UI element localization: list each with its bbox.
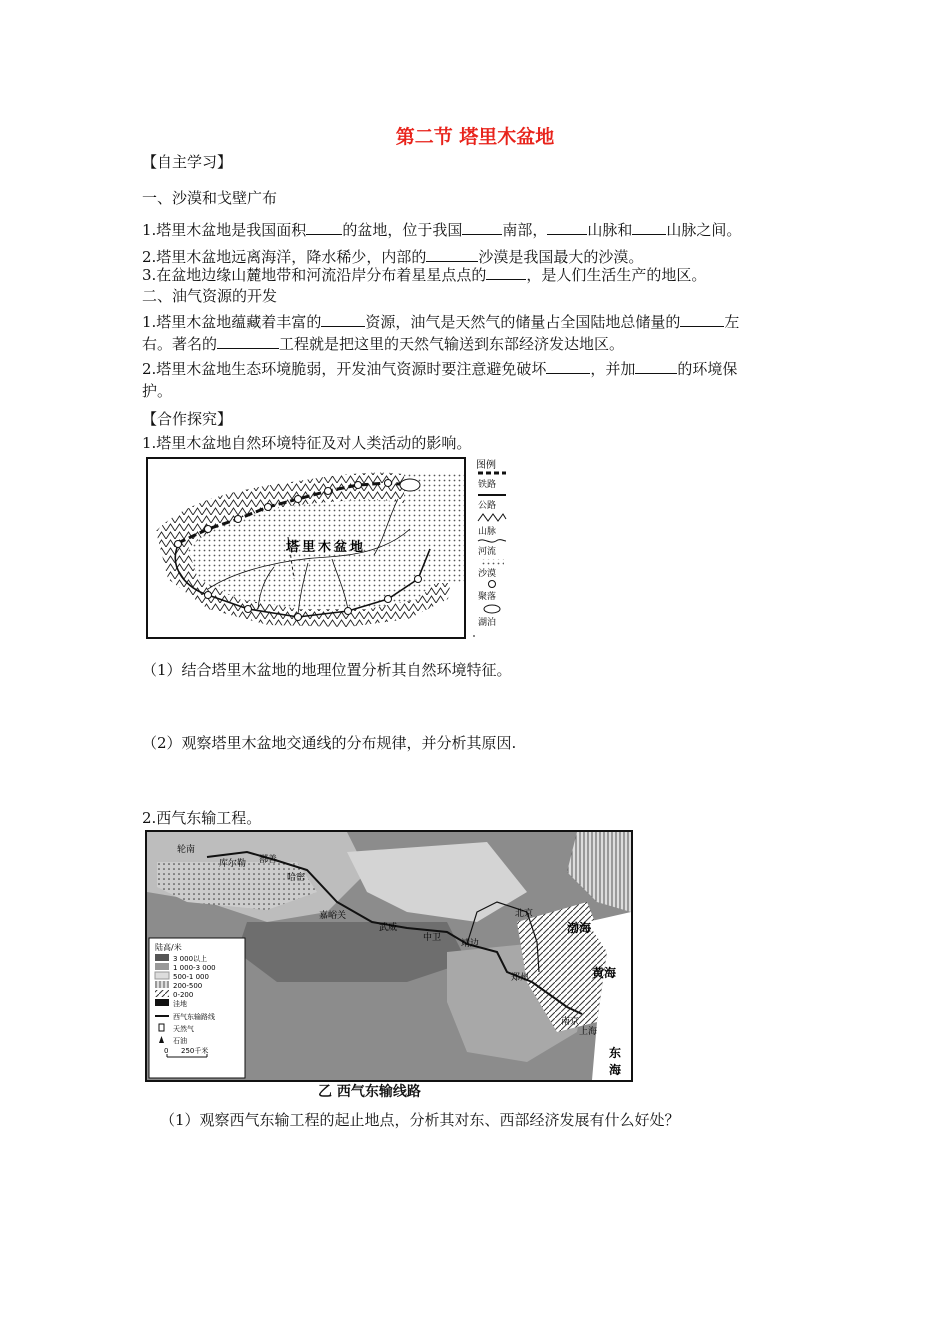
answer-blank[interactable] xyxy=(486,265,526,280)
place-wuwei: 武威 xyxy=(379,923,398,933)
answer-blank[interactable] xyxy=(462,220,502,235)
section-heading-self-study: 【自主学习】 xyxy=(142,153,233,171)
legend-lake: 湖泊 xyxy=(478,618,497,628)
legend-elev-2: 500-1 000 xyxy=(173,973,209,981)
place-kuerle: 库尔勒 xyxy=(219,859,247,869)
text: 2.塔里木盆地生态环境脆弱，开发油气资源时要注意避免破坏 xyxy=(142,360,547,378)
sea-donghai-2: 海 xyxy=(609,1063,622,1077)
legend-oil: 石油 xyxy=(173,1037,187,1045)
section-heading-cooperative: 【合作探究】 xyxy=(142,410,233,428)
legend-elev-1: 1 000-3 000 xyxy=(173,964,216,972)
text: 右。著名的 xyxy=(142,335,218,353)
question-1-1 xyxy=(142,220,741,240)
answer-blank[interactable] xyxy=(426,247,478,262)
lake xyxy=(400,479,420,491)
scale-distance: 250千米 xyxy=(181,1047,209,1055)
heading-desert: 一、沙漠和戈壁广布 xyxy=(142,189,278,207)
legend-pipeline: 西气东输路线 xyxy=(173,1013,215,1021)
scale-zero: 0 xyxy=(164,1047,169,1055)
lake-icon xyxy=(484,605,500,613)
legend-elev-0: 3 000以上 xyxy=(173,955,208,963)
answer-blank[interactable] xyxy=(632,220,666,235)
heading-oil-gas: 二、油气资源的开发 xyxy=(142,287,278,305)
map2-caption: 乙 西气东输线路 xyxy=(318,1084,421,1100)
page-title: 第二节 塔里木盆地 xyxy=(395,126,555,148)
text: 左 xyxy=(724,313,740,331)
legend-title: 图例 xyxy=(476,460,496,471)
west-east-gas-map xyxy=(145,830,633,1082)
question-2-2-line2: 护。 xyxy=(142,382,173,400)
place-shanghai: 上海 xyxy=(579,1027,598,1037)
text: ，并加 xyxy=(590,360,636,378)
text: 2.塔里木盆地远离海洋，降水稀少，内部的 xyxy=(142,248,427,266)
tarim-basin-map xyxy=(146,457,466,639)
river-icon xyxy=(478,540,506,542)
legend-railway: 铁路 xyxy=(478,480,497,490)
question-2-1-line1 xyxy=(142,312,739,332)
answer-blank[interactable] xyxy=(546,359,590,374)
cooperative-question-1-1: （1）结合塔里木盆地的地理位置分析其自然环境特征。 xyxy=(142,661,512,679)
sea-huanghai: 黄海 xyxy=(592,966,617,980)
legend-elevation-title: 陆高/米 xyxy=(155,943,182,952)
basin-label: 塔里木盆地 xyxy=(286,540,367,555)
answer-blank[interactable] xyxy=(217,334,279,349)
place-beijing: 北京 xyxy=(515,909,534,919)
legend-road: 公路 xyxy=(478,501,497,511)
legend-elev-5: 洼地 xyxy=(173,1000,187,1008)
text: 山脉之间。 xyxy=(666,221,742,239)
legend-elev-3: 200-500 xyxy=(173,982,203,990)
text: 沙漠是我国最大的沙漠。 xyxy=(478,248,644,266)
cooperative-question-1: 1.塔里木盆地自然环境特征及对人类活动的影响。 xyxy=(142,434,472,452)
text: 的环境保 xyxy=(677,360,738,378)
answer-blank[interactable] xyxy=(635,359,677,374)
text: 工程就是把这里的天然气输送到东部经济发达地区。 xyxy=(279,335,625,353)
legend-river: 河流 xyxy=(478,547,497,557)
map2-legend xyxy=(149,938,245,1078)
sea-bohai: 渤海 xyxy=(567,921,592,935)
place-hami: 哈密 xyxy=(287,873,306,883)
text: 3.在盆地边缘山麓地带和河流沿岸分布着星星点点的 xyxy=(142,266,487,284)
question-2-2-line1 xyxy=(142,359,737,379)
text: ，是人们生活生产的地区。 xyxy=(526,266,707,284)
legend-mountain: 山脉 xyxy=(478,527,497,537)
text: 资源，油气是天然气的储量占全国陆地总储量的 xyxy=(365,313,681,331)
text: 1.塔里木盆地蕴藏着丰富的 xyxy=(142,313,322,331)
question-2-1-line2 xyxy=(142,334,624,354)
legend-desert: 沙漠 xyxy=(478,569,497,579)
question-1-2 xyxy=(142,247,643,267)
place-lunnan: 轮南 xyxy=(177,845,196,855)
text: 1.塔里木盆地是我国面积 xyxy=(142,221,307,239)
place-shanshan: 鄯善 xyxy=(259,855,278,865)
answer-blank[interactable] xyxy=(547,220,587,235)
answer-blank[interactable] xyxy=(321,312,365,327)
place-jingbian: 靖边 xyxy=(461,939,480,949)
place-nanjing: 南京 xyxy=(561,1017,580,1027)
text: 南部， xyxy=(502,221,548,239)
place-zhengzhou: 郑州 xyxy=(511,973,530,983)
place-jiayuguan: 嘉峪关 xyxy=(319,911,347,921)
legend-natural-gas: 天然气 xyxy=(173,1025,194,1033)
map2-caption-clip xyxy=(318,1082,458,1100)
legend-settlement: 聚落 xyxy=(478,592,497,602)
text: 山脉和 xyxy=(587,221,633,239)
settlement-icon xyxy=(489,581,496,588)
answer-blank[interactable] xyxy=(680,312,724,327)
text: 的盆地，位于我国 xyxy=(342,221,463,239)
question-1-3 xyxy=(142,265,706,285)
cooperative-question-2: 2.西气东输工程。 xyxy=(142,809,262,827)
place-zhongwei: 中卫 xyxy=(423,933,442,943)
legend-elev-4: 0-200 xyxy=(173,991,194,999)
desert-icon xyxy=(480,559,504,565)
cooperative-question-2-1: （1）观察西气东输工程的起止地点，分析其对东、西部经济发展有什么好处？ xyxy=(160,1111,680,1129)
mountain-icon xyxy=(478,514,506,521)
cooperative-question-1-2: （2）观察塔里木盆地交通线的分布规律，并分析其原因. xyxy=(142,734,517,752)
sea-donghai-1: 东 xyxy=(609,1046,622,1060)
answer-blank[interactable] xyxy=(306,220,342,235)
tarim-map-legend xyxy=(472,457,514,635)
